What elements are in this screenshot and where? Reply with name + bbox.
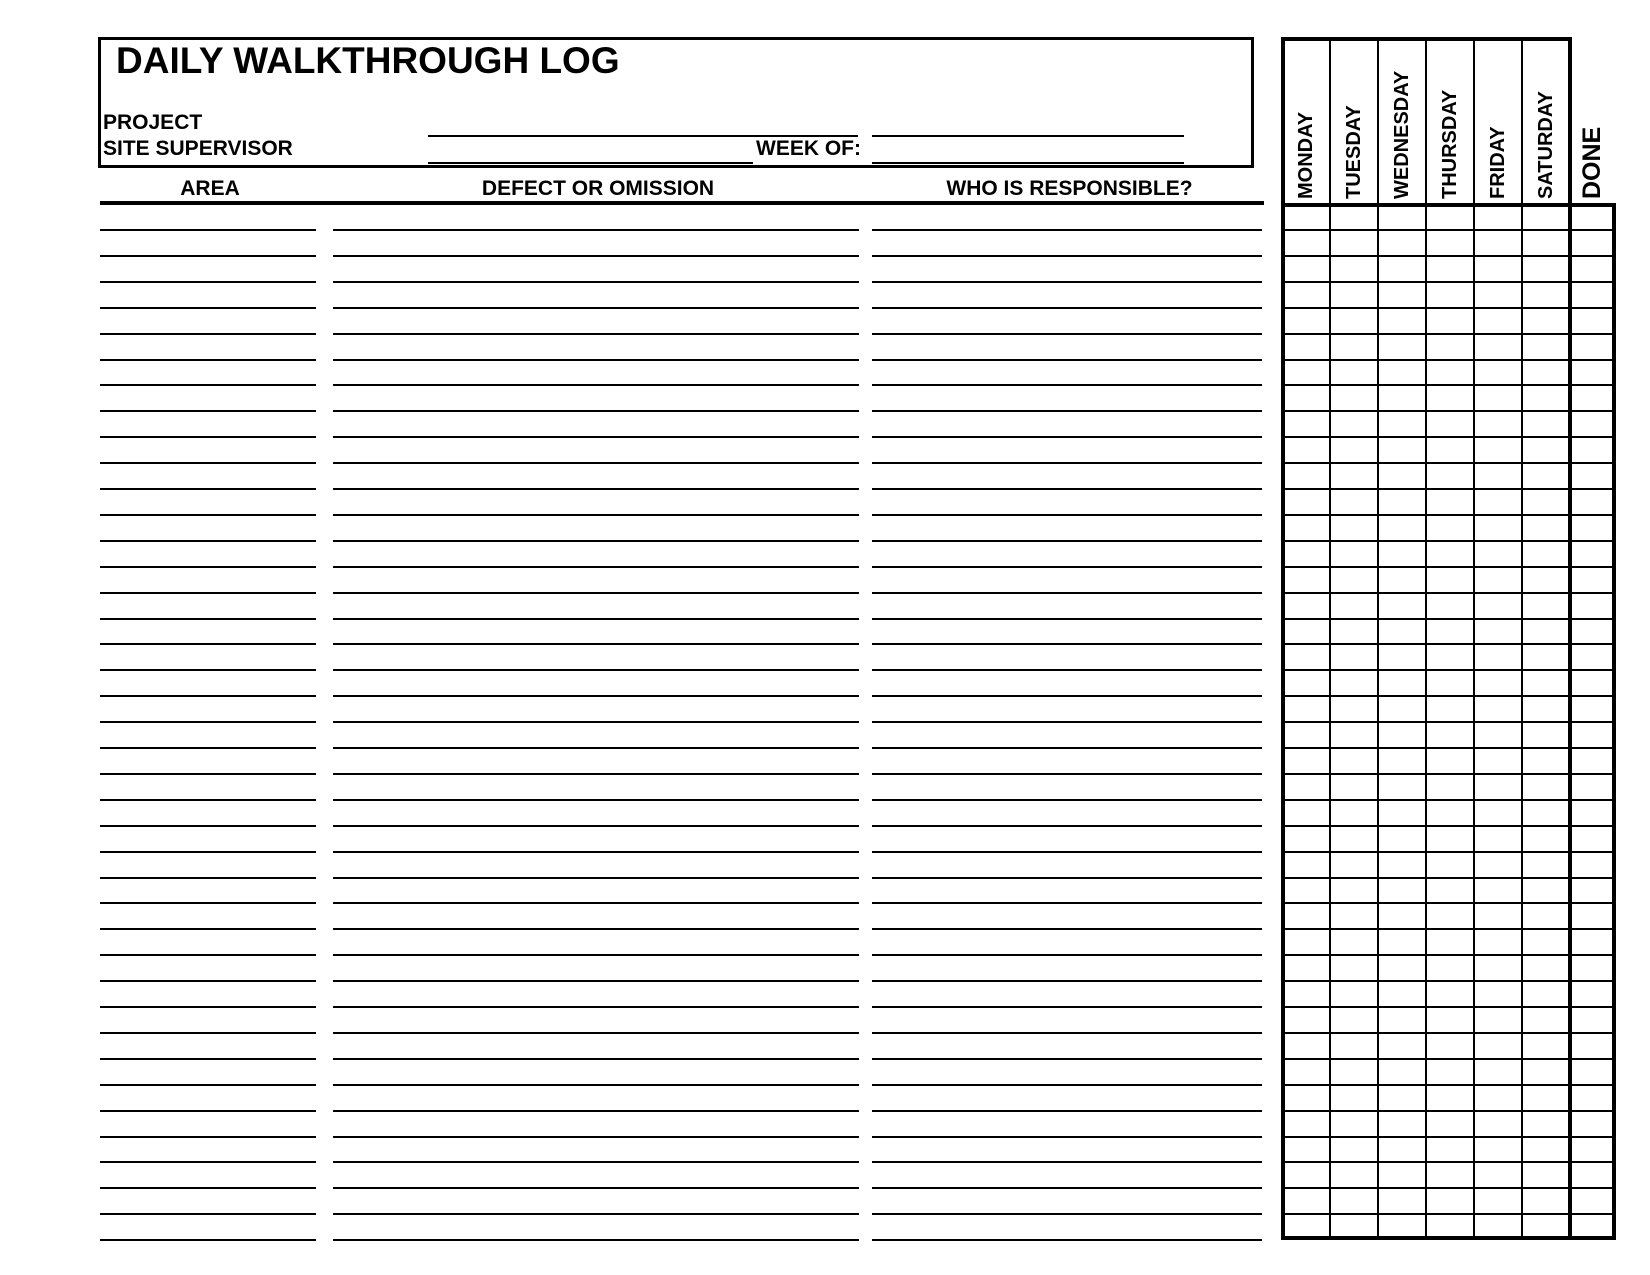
responsible-line[interactable] xyxy=(872,488,1262,490)
form-title: DAILY WALKTHROUGH LOG xyxy=(116,40,620,81)
responsible-line[interactable] xyxy=(872,359,1262,361)
area-line[interactable] xyxy=(100,902,316,904)
week-of-field[interactable] xyxy=(872,162,1184,164)
defect-line[interactable] xyxy=(333,825,859,827)
defect-line[interactable] xyxy=(333,229,859,231)
responsible-line[interactable] xyxy=(872,566,1262,568)
defect-line[interactable] xyxy=(333,928,859,930)
day-label-wednesday: WEDNESDAY xyxy=(1391,70,1413,199)
responsible-line[interactable] xyxy=(872,307,1262,309)
defect-line[interactable] xyxy=(333,436,859,438)
area-line[interactable] xyxy=(100,643,316,645)
area-line[interactable] xyxy=(100,1032,316,1034)
responsible-line[interactable] xyxy=(872,851,1262,853)
area-line[interactable] xyxy=(100,825,316,827)
area-line[interactable] xyxy=(100,1213,316,1215)
defect-line[interactable] xyxy=(333,618,859,620)
responsible-line[interactable] xyxy=(872,1213,1262,1215)
defect-line[interactable] xyxy=(333,514,859,516)
responsible-line[interactable] xyxy=(872,1058,1262,1060)
area-line[interactable] xyxy=(100,307,316,309)
day-label-monday: MONDAY xyxy=(1295,111,1317,199)
defect-line[interactable] xyxy=(333,384,859,386)
defect-line[interactable] xyxy=(333,1058,859,1060)
responsible-column-header: WHO IS RESPONSIBLE? xyxy=(946,177,1193,200)
responsible-line[interactable] xyxy=(872,1032,1262,1034)
area-line[interactable] xyxy=(100,695,316,697)
area-line[interactable] xyxy=(100,436,316,438)
defect-line[interactable] xyxy=(333,1084,859,1086)
responsible-line[interactable] xyxy=(872,1006,1262,1008)
area-line[interactable] xyxy=(100,1239,316,1241)
area-line[interactable] xyxy=(100,669,316,671)
area-line[interactable] xyxy=(100,410,316,412)
defect-line[interactable] xyxy=(333,1161,859,1163)
area-line[interactable] xyxy=(100,540,316,542)
responsible-line[interactable] xyxy=(872,773,1262,775)
responsible-line[interactable] xyxy=(872,799,1262,801)
area-line[interactable] xyxy=(100,359,316,361)
site-supervisor-label: SITE SUPERVISOR xyxy=(103,137,293,160)
area-line[interactable] xyxy=(100,1161,316,1163)
defect-line[interactable] xyxy=(333,799,859,801)
day-label-tuesday: TUESDAY xyxy=(1343,105,1365,199)
defect-line[interactable] xyxy=(333,540,859,542)
responsible-line[interactable] xyxy=(872,592,1262,594)
week-of-field-top[interactable] xyxy=(872,135,1184,137)
responsible-line[interactable] xyxy=(872,540,1262,542)
defect-line[interactable] xyxy=(333,1110,859,1112)
area-line[interactable] xyxy=(100,980,316,982)
defect-line[interactable] xyxy=(333,462,859,464)
responsible-line[interactable] xyxy=(872,877,1262,879)
responsible-line[interactable] xyxy=(872,1110,1262,1112)
defect-line[interactable] xyxy=(333,695,859,697)
responsible-line[interactable] xyxy=(872,384,1262,386)
responsible-line[interactable] xyxy=(872,333,1262,335)
defect-line[interactable] xyxy=(333,954,859,956)
week-of-label: WEEK OF: xyxy=(756,137,861,160)
responsible-line[interactable] xyxy=(872,643,1262,645)
defect-line[interactable] xyxy=(333,721,859,723)
responsible-line[interactable] xyxy=(872,1084,1262,1086)
defect-line[interactable] xyxy=(333,669,859,671)
project-label: PROJECT xyxy=(103,111,203,134)
responsible-line[interactable] xyxy=(872,721,1262,723)
area-line[interactable] xyxy=(100,333,316,335)
defect-line[interactable] xyxy=(333,333,859,335)
defect-line[interactable] xyxy=(333,307,859,309)
responsible-line[interactable] xyxy=(872,1187,1262,1189)
responsible-line[interactable] xyxy=(872,1239,1262,1241)
defect-column-header: DEFECT OR OMISSION xyxy=(481,177,715,200)
responsible-line[interactable] xyxy=(872,514,1262,516)
responsible-line[interactable] xyxy=(872,436,1262,438)
area-line[interactable] xyxy=(100,281,316,283)
defect-line[interactable] xyxy=(333,1239,859,1241)
area-line[interactable] xyxy=(100,488,316,490)
responsible-line[interactable] xyxy=(872,695,1262,697)
area-line[interactable] xyxy=(100,618,316,620)
area-line[interactable] xyxy=(100,384,316,386)
defect-line[interactable] xyxy=(333,877,859,879)
area-line[interactable] xyxy=(100,229,316,231)
responsible-line[interactable] xyxy=(872,410,1262,412)
area-line[interactable] xyxy=(100,1006,316,1008)
defect-line[interactable] xyxy=(333,902,859,904)
defect-line[interactable] xyxy=(333,980,859,982)
defect-line[interactable] xyxy=(333,1136,859,1138)
defect-line[interactable] xyxy=(333,643,859,645)
responsible-line[interactable] xyxy=(872,928,1262,930)
defect-line[interactable] xyxy=(333,592,859,594)
defect-line[interactable] xyxy=(333,1213,859,1215)
defect-line[interactable] xyxy=(333,359,859,361)
area-line[interactable] xyxy=(100,877,316,879)
responsible-line[interactable] xyxy=(872,462,1262,464)
defect-line[interactable] xyxy=(333,410,859,412)
area-column-header: AREA xyxy=(180,177,240,200)
area-line[interactable] xyxy=(100,514,316,516)
defect-line[interactable] xyxy=(333,255,859,257)
area-line[interactable] xyxy=(100,773,316,775)
day-label-thursday: THURSDAY xyxy=(1439,89,1461,199)
defect-line[interactable] xyxy=(333,566,859,568)
area-line[interactable] xyxy=(100,1136,316,1138)
area-line[interactable] xyxy=(100,462,316,464)
done-label: DONE xyxy=(1578,126,1606,199)
defect-line[interactable] xyxy=(333,488,859,490)
area-line[interactable] xyxy=(100,747,316,749)
area-line[interactable] xyxy=(100,799,316,801)
responsible-line[interactable] xyxy=(872,229,1262,231)
defect-line[interactable] xyxy=(333,1006,859,1008)
area-line[interactable] xyxy=(100,1058,316,1060)
area-line[interactable] xyxy=(100,566,316,568)
defect-line[interactable] xyxy=(333,1032,859,1034)
responsible-line[interactable] xyxy=(872,669,1262,671)
site-supervisor-field[interactable] xyxy=(428,162,753,164)
area-line[interactable] xyxy=(100,851,316,853)
area-line[interactable] xyxy=(100,954,316,956)
area-line[interactable] xyxy=(100,1084,316,1086)
area-line[interactable] xyxy=(100,928,316,930)
responsible-line[interactable] xyxy=(872,1161,1262,1163)
responsible-line[interactable] xyxy=(872,825,1262,827)
column-header-rule xyxy=(100,201,1264,205)
day-label-friday: FRIDAY xyxy=(1487,126,1509,199)
area-line[interactable] xyxy=(100,1110,316,1112)
area-line[interactable] xyxy=(100,721,316,723)
responsible-line[interactable] xyxy=(872,618,1262,620)
responsible-line[interactable] xyxy=(872,255,1262,257)
defect-line[interactable] xyxy=(333,747,859,749)
responsible-line[interactable] xyxy=(872,1136,1262,1138)
defect-line[interactable] xyxy=(333,851,859,853)
responsible-line[interactable] xyxy=(872,281,1262,283)
area-line[interactable] xyxy=(100,1187,316,1189)
responsible-line[interactable] xyxy=(872,954,1262,956)
defect-line[interactable] xyxy=(333,1187,859,1189)
area-line[interactable] xyxy=(100,255,316,257)
defect-line[interactable] xyxy=(333,773,859,775)
day-label-saturday: SATURDAY xyxy=(1535,91,1557,199)
responsible-line[interactable] xyxy=(872,902,1262,904)
area-line[interactable] xyxy=(100,592,316,594)
day-checkoff-grid xyxy=(1281,37,1616,1240)
defect-line[interactable] xyxy=(333,281,859,283)
responsible-line[interactable] xyxy=(872,747,1262,749)
responsible-line[interactable] xyxy=(872,980,1262,982)
